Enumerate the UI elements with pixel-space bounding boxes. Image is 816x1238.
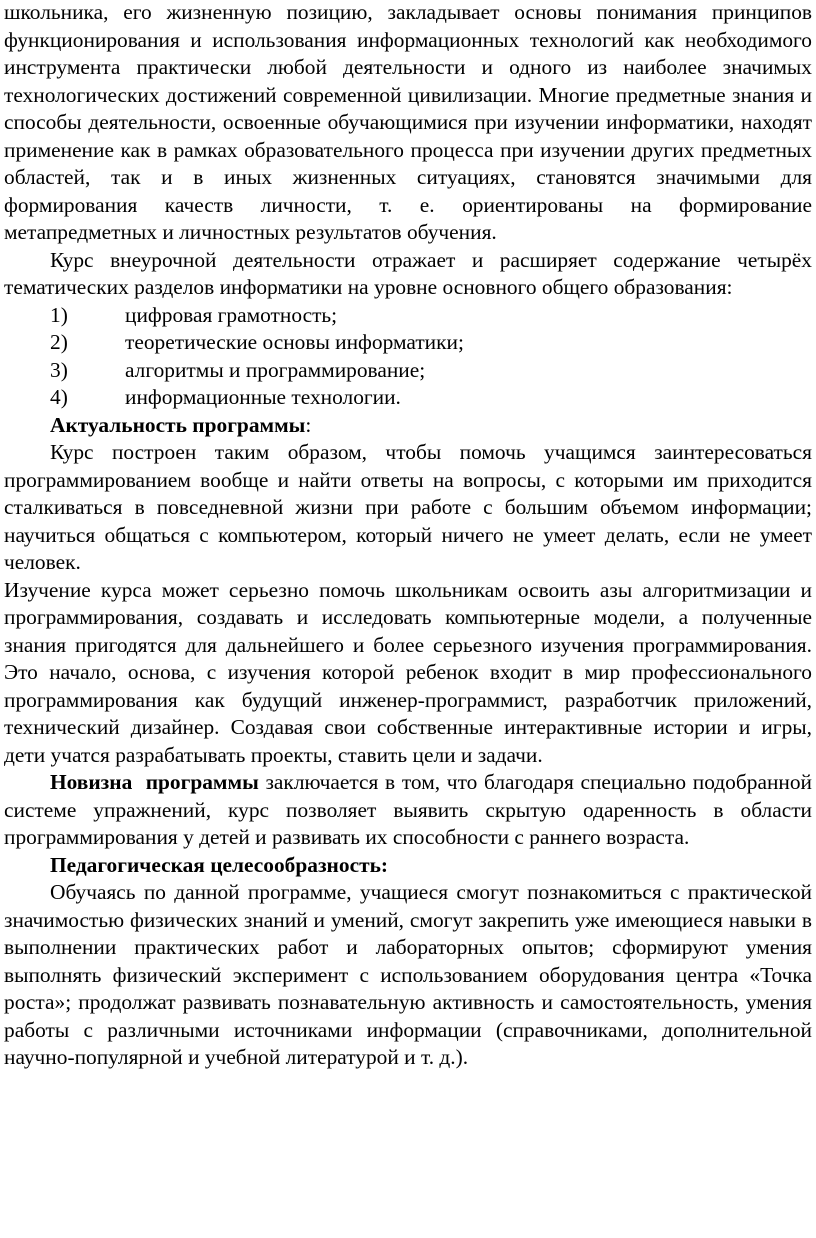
list-item-number: 1) [50,302,68,327]
relevance-heading [4,412,812,440]
list-item [4,329,812,357]
intro-paragraph: школьника, его жизненную позицию, закладывает основы понимания принципов функционирования и использования информационных технологий как необходимого инструмента практически любой деятельности и одного из наиболее значимых технологических достижений современной цивилизации. Многие предметные знания и способы деятельности, освоенные обучающимися при изучении информатики, находят применение как в рамках образовательного процесса при изучении других предметных областей, так и в иных жизненных ситуациях, становятся значимыми для формирования качеств личности, т. е. ориентированы на формирование метапредметных и личностных результатов обучения. [4,0,812,244]
novelty-paragraph [4,769,812,852]
relevance-heading-text: Актуальность программы [50,412,306,437]
novelty-heading: Новизна программы [50,770,259,794]
pedagogy-heading-text: Педагогическая целесообразность: [50,852,389,877]
list-item-number: 3) [50,357,68,382]
topics-list [4,302,812,412]
list-item-text: цифровая грамотность; [125,302,338,327]
list-item-text: теоретические основы информатики; [125,330,464,354]
list-item [4,384,812,412]
list-item-number: 2) [50,330,68,354]
list-item-text: информационные технологии. [125,385,401,409]
list-item-text: алгоритмы и программирование; [125,357,426,382]
pedagogy-heading [4,852,812,880]
relevance-paragraph-2: Изучение курса может серьезно помочь школьникам освоить азы алгоритмизации и программирования, создавать и исследовать компьютерные модели, а полученные знания пригодятся для дальнейшего и более серьезного изучения программирования. Это начало, основа, с изучения которой ребенок входит в мир профессионального программирования как будущий инженер-программист, разработчик приложений, технический дизайнер. Создавая свои собственные интерактивные истории и игры, дети учатся разрабатывать проекты, ставить цели и задачи. [4,577,812,767]
relevance-heading-colon: : [305,412,312,437]
list-item-number: 4) [50,385,68,409]
relevance-paragraph-1: Курс построен таким образом, чтобы помочь учащимся заинтересоваться программированием вообще и найти ответы на вопросы, с которыми им приходится сталкиваться в повседневной жизни при работе с большим объемом информации; научиться общаться с компьютером, который ничего не умеет делать, если не умеет человек. [4,440,812,574]
list-item [4,357,812,385]
pedagogy-paragraph: Обучаясь по данной программе, учащиеся смогут познакомиться с практической значимостью физических знаний и умений, смогут закрепить уже имеющиеся навыки в выполнении практических работ и лабораторных опытов; сформируют умения выполнять физический эксперимент с использованием оборудования центра «Точка роста»; продолжат развивать познавательную активность и самостоятельность, умения работы с различными источниками информации (справочниками, дополнительной научно-популярной и учебной литературой и т. д.). [4,880,812,1069]
novelty-text: заключается в том, что благодаря специально подобранной системе упражнений, курс позволяет выявить скрытую одаренность в области программирования у детей и развивать их способности с раннего возраста. [4,770,812,849]
list-item [4,302,812,330]
course-paragraph: Курс внеурочной деятельности отражает и расширяет содержание четырёх тематических разделов информатики на уровне основного общего образования: [4,247,812,299]
